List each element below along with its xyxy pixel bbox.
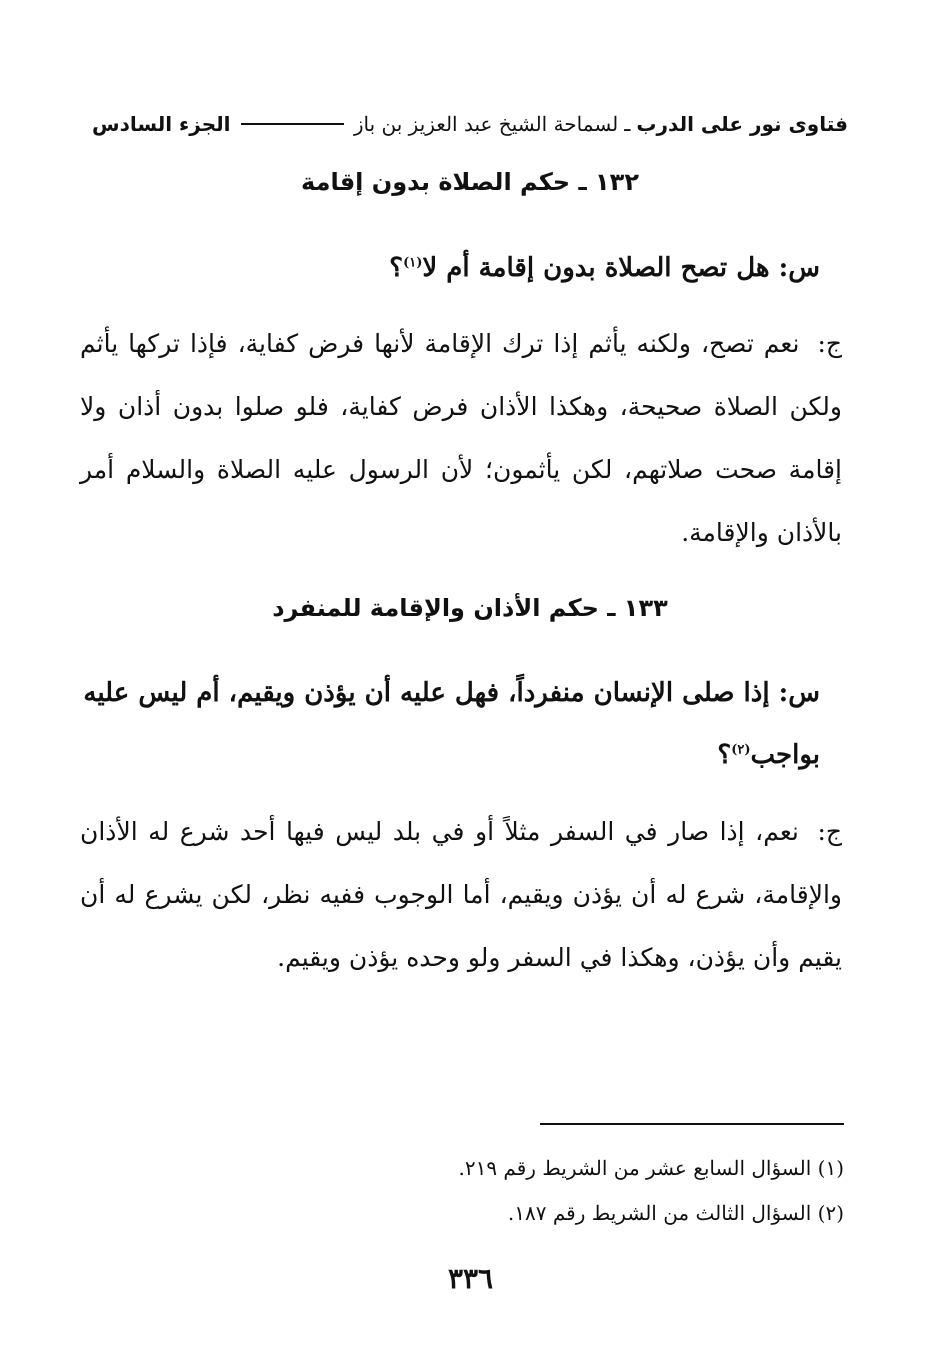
answer-label: ج: xyxy=(817,817,842,846)
page-number: ٣٣٦ xyxy=(447,1262,494,1295)
section-title-133: ١٣٣ ـ حكم الأذان والإقامة للمنفرد xyxy=(272,594,668,622)
running-header xyxy=(92,104,848,144)
question-label: س: xyxy=(778,253,820,283)
section-title-132: ١٣٢ ـ حكم الصلاة بدون إقامة xyxy=(301,168,639,196)
question-label: س: xyxy=(778,678,820,708)
footnote-ref-1: (١) xyxy=(403,255,423,271)
question-mark: ؟ xyxy=(717,740,732,770)
answer-text: نعم تصح، ولكنه يأثم إذا ترك الإقامة لأنها فرض كفاية، فإذا تركها يأثم ولكن الصلاة صحيحة، وهكذا الأذان فرض كفاية، فلو صلوا بدون أذان ولا إقامة صحت صلاتهم، لكن يأثمون؛ لأن الرسول عليه الصلاة والسلام أمر بالأذان والإقامة. xyxy=(80,329,842,547)
book-title: فتاوى نور على الدرب xyxy=(636,112,848,136)
footnote-ref-2: (٢) xyxy=(731,742,751,758)
volume-label: الجزء السادس xyxy=(92,112,231,136)
footnote-2: (٢) السؤال الثالث من الشريط رقم ١٨٧. xyxy=(507,1201,844,1225)
footnote-1: (١) السؤال السابع عشر من الشريط رقم ٢١٩. xyxy=(458,1156,844,1180)
author-name: لسماحة الشيخ عبد العزيز بن باز xyxy=(353,112,619,136)
answer-label: ج: xyxy=(817,329,842,358)
header-rule xyxy=(241,123,344,125)
question-133 xyxy=(80,662,820,786)
question-text: إذا صلى الإنسان منفرداً، فهل عليه أن يؤذن ويقيم، أم ليس عليه بواجب xyxy=(83,678,820,770)
answer-text: نعم، إذا صار في السفر مثلاً أو في بلد ليس فيها أحد شرع له الأذان والإقامة، شرع له أن يؤذن ويقيم، أما الوجوب ففيه نظر، لكن يشرع له أن يقيم وأن يؤذن، وهكذا في السفر ولو وحده يؤذن ويقيم. xyxy=(80,817,842,972)
question-132 xyxy=(80,237,820,299)
answer-133 xyxy=(80,800,842,989)
answer-132 xyxy=(80,312,842,564)
footnote-separator xyxy=(540,1123,844,1125)
footnotes xyxy=(300,1146,844,1236)
question-text: هل تصح الصلاة بدون إقامة أم لا xyxy=(422,253,770,283)
question-mark: ؟ xyxy=(389,253,404,283)
header-separator: ـ xyxy=(624,112,631,136)
